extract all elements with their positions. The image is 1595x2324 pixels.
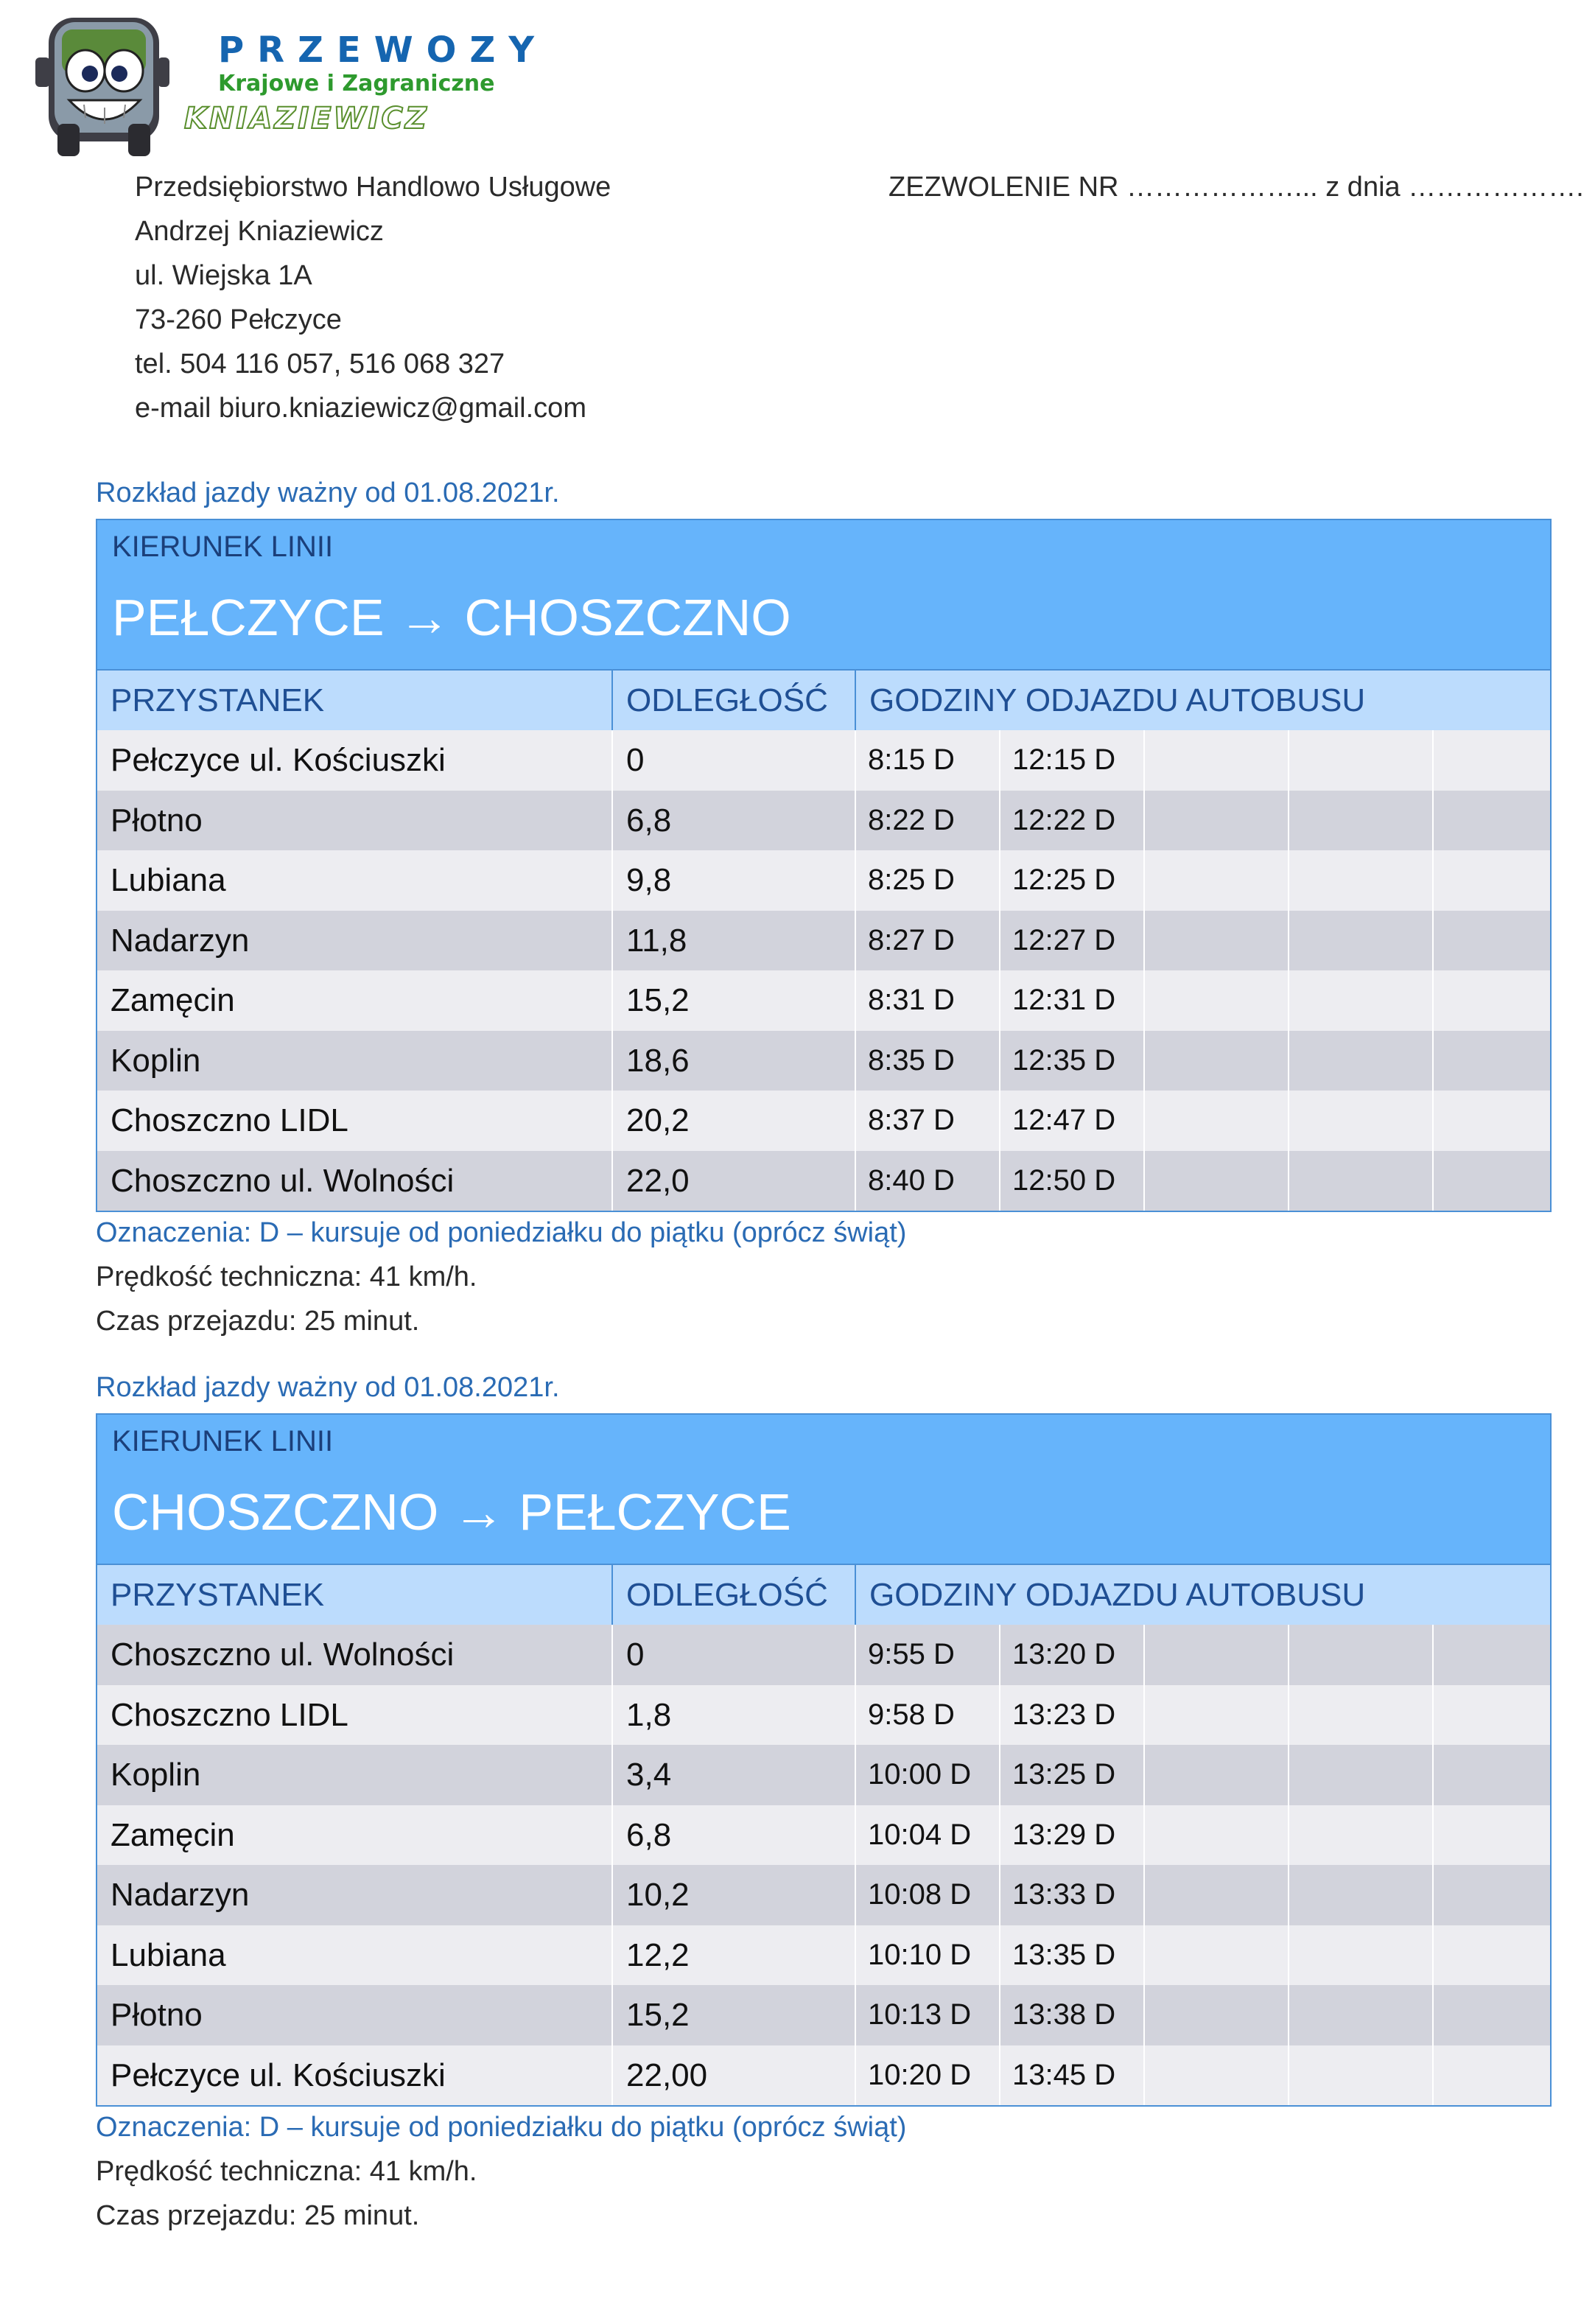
- distance-cell: 12,2: [613, 1925, 856, 1986]
- logo-brand-name-text: KNIAZIEWICZ: [184, 102, 429, 136]
- distance-cell: 10,2: [613, 1865, 856, 1925]
- direction-label: KIERUNEK LINII: [112, 1425, 334, 1457]
- time-cell: 12:47 D: [1000, 1091, 1145, 1151]
- distance-cell: 18,6: [613, 1031, 856, 1091]
- empty-time-cell: [1434, 970, 1550, 1031]
- logo-brand-subtitle: Krajowe i Zagraniczne: [218, 71, 495, 97]
- time-cell: 8:35 D: [856, 1031, 1000, 1091]
- time-cell: 8:25 D: [856, 850, 1000, 911]
- distance-cell: 15,2: [613, 1985, 856, 2045]
- time-cell: 13:25 D: [1000, 1745, 1145, 1805]
- distance-cell: 6,8: [613, 791, 856, 851]
- duration-note: Czas przejazdu: 25 minut.: [96, 2200, 420, 2231]
- stop-cell: Nadarzyn: [97, 1865, 613, 1925]
- time-cell: 12:27 D: [1000, 911, 1145, 971]
- empty-time-cell: [1289, 1805, 1434, 1866]
- empty-time-cell: [1434, 791, 1550, 851]
- logo-brand-title: PRZEWOZY: [218, 29, 548, 71]
- empty-time-cell: [1289, 850, 1434, 911]
- company-owner: Andrzej Kniaziewicz: [135, 216, 384, 247]
- distance-cell: 15,2: [613, 970, 856, 1031]
- empty-time-cell: [1434, 730, 1550, 791]
- direction-label: KIERUNEK LINII: [112, 531, 334, 563]
- company-logo: [32, 13, 548, 161]
- empty-time-cell: [1145, 1625, 1289, 1685]
- time-cell: 8:37 D: [856, 1091, 1000, 1151]
- time-cell: 8:15 D: [856, 730, 1000, 791]
- stop-cell: Zamęcin: [97, 1805, 613, 1866]
- empty-time-cell: [1434, 1091, 1550, 1151]
- empty-time-cell: [1434, 1625, 1550, 1685]
- table-row: [97, 1625, 1550, 1685]
- time-cell: 10:04 D: [856, 1805, 1000, 1866]
- time-cell: 13:38 D: [1000, 1985, 1145, 2045]
- empty-time-cell: [1434, 1865, 1550, 1925]
- time-cell: 13:45 D: [1000, 2045, 1145, 2106]
- empty-time-cell: [1434, 1031, 1550, 1091]
- time-cell: 8:40 D: [856, 1151, 1000, 1211]
- distance-cell: 0: [613, 730, 856, 791]
- table-row: [97, 1865, 1550, 1925]
- company-email: e-mail biuro.kniaziewicz@gmail.com: [135, 393, 586, 424]
- table-row: [97, 1151, 1550, 1211]
- time-cell: 13:29 D: [1000, 1805, 1145, 1866]
- empty-time-cell: [1434, 1925, 1550, 1986]
- empty-time-cell: [1289, 1865, 1434, 1925]
- stop-cell: Choszczno ul. Wolności: [97, 1151, 613, 1211]
- stop-cell: Koplin: [97, 1031, 613, 1091]
- column-header-times: GODZINY ODJAZDU AUTOBUSU: [869, 1577, 1366, 1613]
- valid-from-text: Rozkład jazdy ważny od 01.08.2021r.: [96, 477, 560, 508]
- distance-cell: 20,2: [613, 1091, 856, 1151]
- time-cell: 13:35 D: [1000, 1925, 1145, 1986]
- column-header-stop: PRZYSTANEK: [97, 1565, 613, 1625]
- empty-time-cell: [1289, 1745, 1434, 1805]
- empty-time-cell: [1289, 911, 1434, 971]
- time-cell: 9:58 D: [856, 1685, 1000, 1746]
- empty-time-cell: [1145, 1745, 1289, 1805]
- stop-cell: Pełczyce ul. Kościuszki: [97, 2045, 613, 2106]
- empty-time-cell: [1289, 791, 1434, 851]
- time-cell: 12:35 D: [1000, 1031, 1145, 1091]
- stop-cell: Zamęcin: [97, 970, 613, 1031]
- time-cell: 10:20 D: [856, 2045, 1000, 2106]
- table-row: [97, 1031, 1550, 1091]
- stop-cell: Koplin: [97, 1745, 613, 1805]
- company-city: 73-260 Pełczyce: [135, 304, 342, 335]
- table-row: [97, 1685, 1550, 1746]
- time-cell: 12:50 D: [1000, 1151, 1145, 1211]
- company-address: [135, 165, 611, 430]
- stop-cell: Choszczno LIDL: [97, 1685, 613, 1746]
- distance-cell: 22,0: [613, 1151, 856, 1211]
- timetable-header: [97, 520, 1550, 669]
- time-cell: 8:22 D: [856, 791, 1000, 851]
- route-title: CHOSZCZNO → PEŁCZYCE: [112, 1483, 791, 1541]
- speed-note: Prędkość techniczna: 41 km/h.: [96, 1261, 477, 1292]
- speed-note: Prędkość techniczna: 41 km/h.: [96, 2156, 477, 2187]
- distance-cell: 1,8: [613, 1685, 856, 1746]
- empty-time-cell: [1145, 850, 1289, 911]
- empty-time-cell: [1289, 730, 1434, 791]
- empty-time-cell: [1145, 730, 1289, 791]
- empty-time-cell: [1289, 1685, 1434, 1746]
- empty-time-cell: [1145, 1865, 1289, 1925]
- table-row: [97, 791, 1550, 851]
- empty-time-cell: [1145, 1805, 1289, 1866]
- stop-cell: Lubiana: [97, 850, 613, 911]
- time-cell: 12:25 D: [1000, 850, 1145, 911]
- time-cell: 10:10 D: [856, 1925, 1000, 1986]
- table-row: [97, 730, 1550, 791]
- distance-cell: 6,8: [613, 1805, 856, 1866]
- company-phone: tel. 504 116 057, 516 068 327: [135, 349, 505, 379]
- empty-time-cell: [1434, 911, 1550, 971]
- stop-cell: Nadarzyn: [97, 911, 613, 971]
- column-header-distance: ODLEGŁOŚĆ: [613, 1565, 856, 1625]
- empty-time-cell: [1145, 1685, 1289, 1746]
- time-cell: 10:00 D: [856, 1745, 1000, 1805]
- column-headers: [97, 1564, 1550, 1625]
- empty-time-cell: [1145, 791, 1289, 851]
- empty-time-cell: [1145, 2045, 1289, 2106]
- logo-brand-name: [184, 100, 501, 143]
- time-cell: 13:20 D: [1000, 1625, 1145, 1685]
- stop-cell: Choszczno ul. Wolności: [97, 1625, 613, 1685]
- company-street: ul. Wiejska 1A: [135, 260, 312, 291]
- stop-cell: Choszczno LIDL: [97, 1091, 613, 1151]
- table-row: [97, 1805, 1550, 1866]
- empty-time-cell: [1434, 1685, 1550, 1746]
- table-row: [97, 1925, 1550, 1986]
- stop-cell: Lubiana: [97, 1925, 613, 1986]
- empty-time-cell: [1434, 1151, 1550, 1211]
- empty-time-cell: [1289, 1031, 1434, 1091]
- time-cell: 13:23 D: [1000, 1685, 1145, 1746]
- stop-cell: Płotno: [97, 1985, 613, 2045]
- column-header-distance: ODLEGŁOŚĆ: [613, 671, 856, 730]
- table-row: [97, 850, 1550, 911]
- time-cell: 10:08 D: [856, 1865, 1000, 1925]
- distance-cell: 3,4: [613, 1745, 856, 1805]
- time-cell: 8:31 D: [856, 970, 1000, 1031]
- legend-note: Oznaczenia: D – kursuje od poniedziałku do piątku (oprócz świąt): [96, 2112, 907, 2143]
- empty-time-cell: [1289, 1925, 1434, 1986]
- empty-time-cell: [1289, 1985, 1434, 2045]
- permit-number: ZEZWOLENIE NR ………………... z dnia ……………….: [888, 172, 1584, 203]
- legend-note: Oznaczenia: D – kursuje od poniedziałku do piątku (oprócz świąt): [96, 1217, 907, 1248]
- empty-time-cell: [1434, 1745, 1550, 1805]
- time-cell: 9:55 D: [856, 1625, 1000, 1685]
- table-row: [97, 970, 1550, 1031]
- time-cell: 12:15 D: [1000, 730, 1145, 791]
- time-cell: 10:13 D: [856, 1985, 1000, 2045]
- time-cell: 8:27 D: [856, 911, 1000, 971]
- timetable-pelczyce-choszczno: [96, 519, 1552, 1212]
- empty-time-cell: [1289, 1625, 1434, 1685]
- empty-time-cell: [1289, 2045, 1434, 2106]
- table-row: [97, 1985, 1550, 2045]
- duration-note: Czas przejazdu: 25 minut.: [96, 1306, 420, 1337]
- empty-time-cell: [1145, 1925, 1289, 1986]
- empty-time-cell: [1145, 1091, 1289, 1151]
- empty-time-cell: [1145, 1985, 1289, 2045]
- empty-time-cell: [1434, 1805, 1550, 1866]
- distance-cell: 22,00: [613, 2045, 856, 2106]
- distance-cell: 11,8: [613, 911, 856, 971]
- empty-time-cell: [1145, 1031, 1289, 1091]
- table-row: [97, 2045, 1550, 2106]
- empty-time-cell: [1434, 1985, 1550, 2045]
- column-header-times: GODZINY ODJAZDU AUTOBUSU: [869, 682, 1366, 718]
- empty-time-cell: [1145, 970, 1289, 1031]
- empty-time-cell: [1289, 1151, 1434, 1211]
- valid-from-text: Rozkład jazdy ważny od 01.08.2021r.: [96, 1372, 560, 1403]
- empty-time-cell: [1434, 850, 1550, 911]
- empty-time-cell: [1434, 2045, 1550, 2106]
- distance-cell: 0: [613, 1625, 856, 1685]
- table-row: [97, 1091, 1550, 1151]
- table-row: [97, 911, 1550, 971]
- distance-cell: 9,8: [613, 850, 856, 911]
- empty-time-cell: [1289, 1091, 1434, 1151]
- empty-time-cell: [1289, 970, 1434, 1031]
- timetable-header: [97, 1415, 1550, 1564]
- stop-cell: Pełczyce ul. Kościuszki: [97, 730, 613, 791]
- column-headers: [97, 669, 1550, 730]
- empty-time-cell: [1145, 1151, 1289, 1211]
- table-row: [97, 1745, 1550, 1805]
- route-title: PEŁCZYCE → CHOSZCZNO: [112, 589, 791, 646]
- empty-time-cell: [1145, 911, 1289, 971]
- stop-cell: Płotno: [97, 791, 613, 851]
- company-name: Przedsiębiorstwo Handlowo Usługowe: [135, 172, 611, 203]
- timetable-choszczno-pelczyce: [96, 1413, 1552, 2107]
- time-cell: 12:31 D: [1000, 970, 1145, 1031]
- time-cell: 12:22 D: [1000, 791, 1145, 851]
- bus-mascot-icon: [32, 13, 172, 161]
- time-cell: 13:33 D: [1000, 1865, 1145, 1925]
- column-header-stop: PRZYSTANEK: [97, 671, 613, 730]
